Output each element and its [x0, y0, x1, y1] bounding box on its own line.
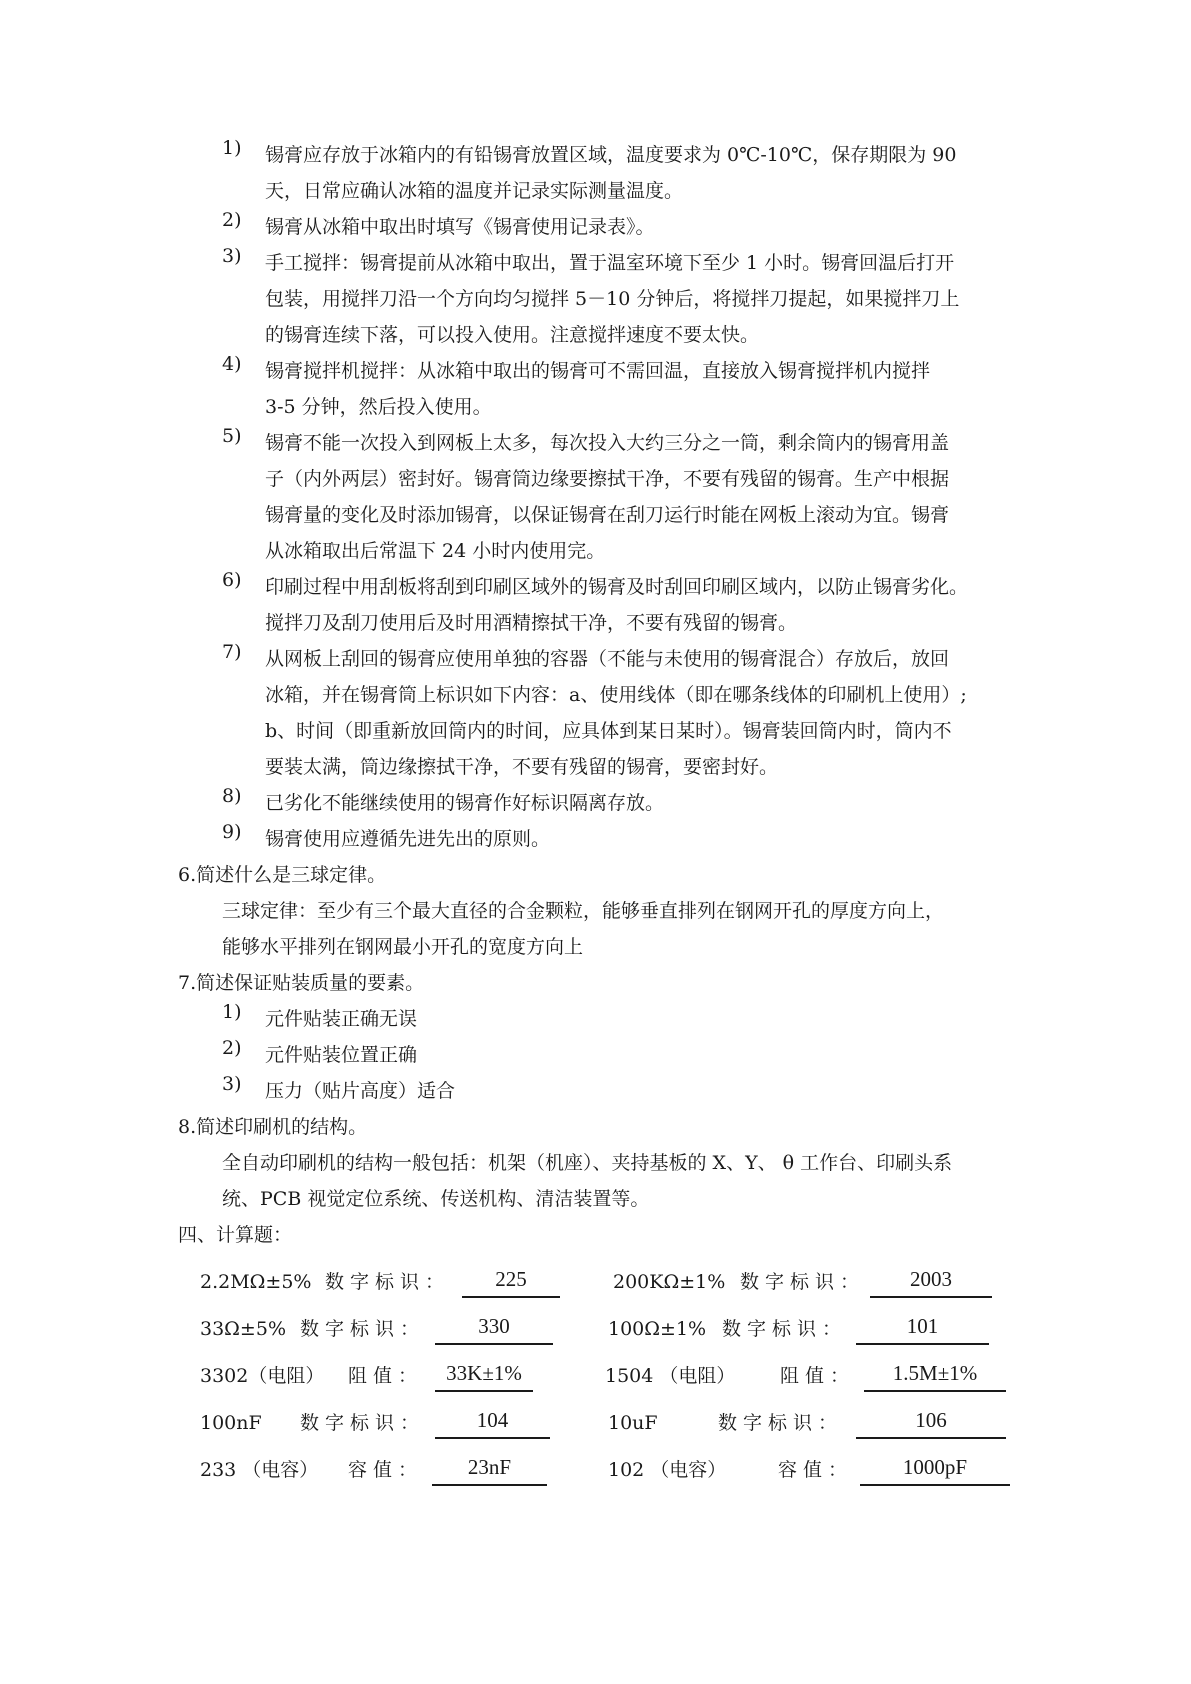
text-line: 锡膏量的变化及时添加锡膏，以保证锡膏在刮刀运行时能在网板上滚动为宜。锡膏 — [265, 504, 950, 526]
text-line: 印刷过程中用刮板将刮到印刷区域外的锡膏及时刮回印刷区域内，以防止锡膏劣化。 — [265, 576, 969, 598]
item-text — [265, 1037, 1025, 1073]
item-text — [265, 641, 1025, 785]
calc-answer: 330 — [435, 1309, 553, 1345]
calc-row — [200, 1262, 1060, 1302]
text-line: 天，日常应确认冰箱的温度并记录实际测量温度。 — [265, 180, 684, 202]
text-line: 统、PCB 视觉定位系统、传送机构、清洁装置等。 — [222, 1188, 650, 1210]
item-text — [265, 785, 1025, 821]
text-line: 冰箱，并在锡膏筒上标识如下内容：a、使用线体（即在哪条线体的印刷机上使用）; — [265, 684, 967, 706]
calc-label: 10uF — [608, 1412, 658, 1434]
calc-label: 2.2MΩ±5% — [200, 1271, 312, 1293]
calc-answer: 101 — [856, 1309, 989, 1345]
item-text — [265, 425, 1025, 569]
calc-answer: 23nF — [432, 1450, 547, 1486]
question-heading: 6.简述什么是三球定律。 — [178, 864, 387, 886]
item-number: 3) — [222, 245, 242, 267]
text-line: 能够水平排列在钢网最小开孔的宽度方向上 — [222, 936, 584, 958]
text-line: 全自动印刷机的结构一般包括：机架（机座）、夹持基板的 X、Y、 θ 工作台、印刷头系 — [222, 1152, 953, 1174]
calc-label: 100nF — [200, 1412, 262, 1434]
question-heading: 7.简述保证贴装质量的要素。 — [178, 972, 425, 994]
calc-label: 233 （电容） — [200, 1459, 319, 1481]
item-number: 5) — [222, 425, 242, 447]
item-number: 1) — [222, 1001, 242, 1023]
text-line: 锡膏应存放于冰箱内的有铅锡膏放置区域，温度要求为 0℃-10℃，保存期限为 90 — [265, 144, 957, 166]
calc-label: 1504 （电阻） — [605, 1365, 736, 1387]
calc-answer: 104 — [435, 1403, 550, 1439]
text-line: 3-5 分钟，然后投入使用。 — [265, 396, 492, 418]
calc-row — [200, 1450, 1060, 1490]
calc-answer: 1.5M±1% — [864, 1356, 1006, 1392]
text-line: 子（内外两层）密封好。锡膏筒边缘要擦拭干净，不要有残留的锡膏。生产中根据 — [265, 468, 950, 490]
item-text — [265, 1001, 1025, 1037]
item-text — [265, 209, 1025, 245]
question-heading: 8.简述印刷机的结构。 — [178, 1116, 368, 1138]
calc-answer: 106 — [856, 1403, 1006, 1439]
answer-paragraph — [222, 893, 1022, 965]
calc-field-label: 数字标识： — [740, 1271, 866, 1293]
text-line: 要装太满，筒边缘擦拭干净，不要有残留的锡膏，要密封好。 — [265, 756, 779, 778]
calc-label: 33Ω±5% — [200, 1318, 286, 1340]
text-line: 手工搅拌：锡膏提前从冰箱中取出，置于温室环境下至少 1 小时。锡膏回温后打开 — [265, 252, 955, 274]
item-number: 1) — [222, 137, 242, 159]
item-number: 3) — [222, 1073, 242, 1095]
answer-paragraph — [222, 1145, 1022, 1217]
item-text — [265, 137, 1025, 209]
text-line: 已劣化不能继续使用的锡膏作好标识隔离存放。 — [265, 792, 665, 814]
calc-label: 102 （电容） — [608, 1459, 727, 1481]
text-line: 从网板上刮回的锡膏应使用单独的容器（不能与未使用的锡膏混合）存放后，放回 — [265, 648, 950, 670]
item-number: 9) — [222, 821, 242, 843]
calc-answer: 33K±1% — [435, 1356, 533, 1392]
calc-field-label: 容值： — [778, 1459, 854, 1481]
calc-answer: 2003 — [870, 1262, 992, 1298]
calc-field-label: 阻值： — [780, 1365, 856, 1387]
calc-label: 3302（电阻） — [200, 1365, 325, 1387]
text-line: 包装，用搅拌刀沿一个方向均匀搅拌 5－10 分钟后，将搅拌刀提起，如果搅拌刀上 — [265, 288, 960, 310]
item-number: 4) — [222, 353, 242, 375]
item-text — [265, 569, 1025, 641]
text-line: 锡膏不能一次投入到网板上太多，每次投入大约三分之一筒，剩余筒内的锡膏用盖 — [265, 432, 950, 454]
calc-field-label: 数字标识： — [300, 1318, 426, 1340]
item-number: 2) — [222, 1037, 242, 1059]
item-number: 7) — [222, 641, 242, 663]
text-line: 锡膏使用应遵循先进先出的原则。 — [265, 828, 551, 850]
calc-field-label: 容值： — [348, 1459, 424, 1481]
calc-row — [200, 1403, 1060, 1443]
text-line: 锡膏搅拌机搅拌：从冰箱中取出的锡膏可不需回温，直接放入锡膏搅拌机内搅拌 — [265, 360, 931, 382]
item-text — [265, 821, 1025, 857]
calc-row — [200, 1356, 1060, 1396]
calc-label: 100Ω±1% — [608, 1318, 707, 1340]
calc-field-label: 阻值： — [348, 1365, 424, 1387]
calc-field-label: 数字标识： — [325, 1271, 451, 1293]
calc-row — [200, 1309, 1060, 1349]
item-number: 2) — [222, 209, 242, 231]
text-line: b、时间（即重新放回筒内的时间，应具体到某日某时）。锡膏装回筒内时，筒内不 — [265, 720, 952, 742]
text-line: 压力（贴片高度）适合 — [265, 1080, 456, 1102]
section-heading: 四、计算题： — [178, 1224, 293, 1246]
item-text — [265, 245, 1025, 353]
text-line: 锡膏从冰箱中取出时填写《锡膏使用记录表》。 — [265, 216, 655, 238]
calc-label: 200KΩ±1% — [613, 1271, 726, 1293]
text-line: 元件贴装位置正确 — [265, 1044, 418, 1066]
text-line: 搅拌刀及刮刀使用后及时用酒精擦拭干净，不要有残留的锡膏。 — [265, 612, 798, 634]
text-line: 三球定律：至少有三个最大直径的合金颗粒，能够垂直排列在钢网开孔的厚度方向上， — [222, 900, 945, 922]
calc-field-label: 数字标识： — [722, 1318, 848, 1340]
item-number: 8) — [222, 785, 242, 807]
item-number: 6) — [222, 569, 242, 591]
item-text — [265, 1073, 1025, 1109]
calc-field-label: 数字标识： — [300, 1412, 426, 1434]
text-line: 元件贴装正确无误 — [265, 1008, 418, 1030]
item-text — [265, 353, 1025, 425]
calc-answer: 1000pF — [860, 1450, 1010, 1486]
calc-answer: 225 — [462, 1262, 560, 1298]
calc-field-label: 数字标识： — [718, 1412, 844, 1434]
text-line: 的锡膏连续下落，可以投入使用。注意搅拌速度不要太快。 — [265, 324, 760, 346]
text-line: 从冰箱取出后常温下 24 小时内使用完。 — [265, 540, 606, 562]
